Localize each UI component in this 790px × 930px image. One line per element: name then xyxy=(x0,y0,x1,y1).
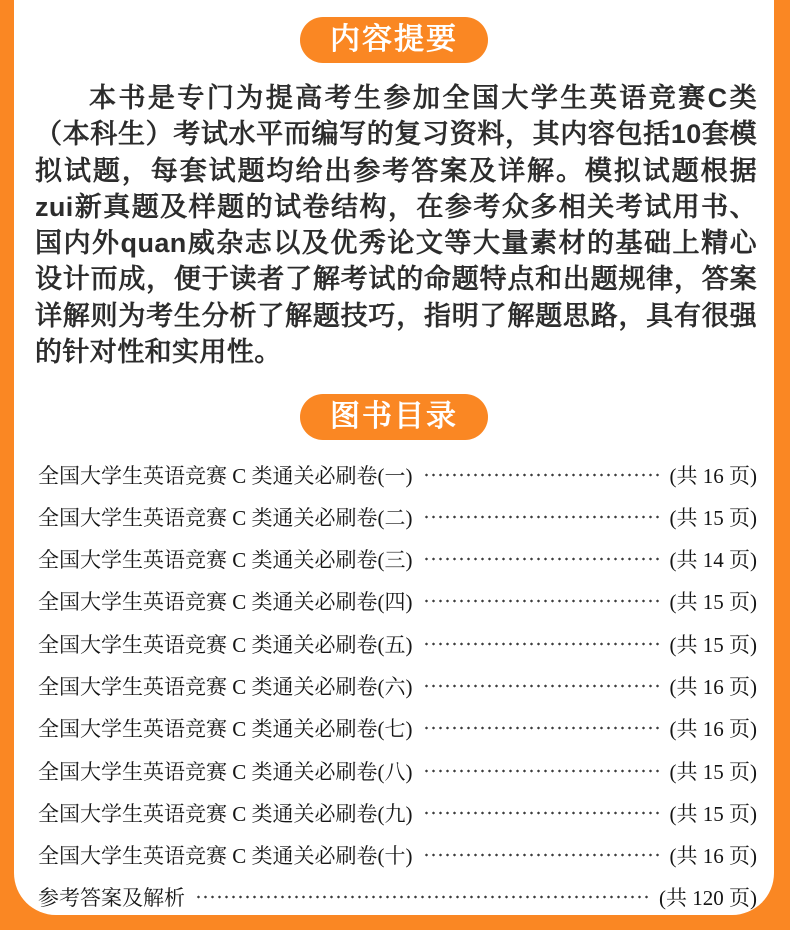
toc-entry-title: 全国大学生英语竞赛 C 类通关必刷卷(十) xyxy=(38,844,413,869)
toc-row xyxy=(38,834,757,876)
summary-section-badge: 内容提要 xyxy=(300,17,488,63)
toc-entry-title: 全国大学生英语竞赛 C 类通关必刷卷(八) xyxy=(38,759,413,784)
dot-leader xyxy=(423,515,661,519)
toc-row xyxy=(38,749,757,791)
dot-leader xyxy=(423,726,661,730)
toc-entry-title: 全国大学生英语竞赛 C 类通关必刷卷(五) xyxy=(38,632,413,657)
toc-entry-pages: (共 16 页) xyxy=(669,717,757,742)
toc-row xyxy=(38,876,757,915)
dot-leader xyxy=(423,684,661,688)
dot-leader xyxy=(195,895,650,899)
dot-leader xyxy=(423,642,661,646)
toc-entry-pages: (共 15 页) xyxy=(669,632,757,657)
toc-entry-title: 全国大学生英语竞赛 C 类通关必刷卷(六) xyxy=(38,675,413,699)
toc-entry-title: 全国大学生英语竞赛 C 类通关必刷卷(三) xyxy=(38,548,413,573)
toc-row xyxy=(38,792,757,834)
catalog-section-badge: 图书目录 xyxy=(300,394,488,440)
dot-leader xyxy=(423,473,661,477)
toc-row xyxy=(38,665,757,707)
dot-leader xyxy=(423,557,661,561)
toc-entry-pages: (共 15 页) xyxy=(669,759,757,784)
toc-entry-pages: (共 16 页) xyxy=(669,844,757,869)
toc-entry-title: 全国大学生英语竞赛 C 类通关必刷卷(一) xyxy=(38,463,413,488)
toc-entry-title: 全国大学生英语竞赛 C 类通关必刷卷(九) xyxy=(38,801,413,826)
toc-entry-title: 全国大学生英语竞赛 C 类通关必刷卷(二) xyxy=(38,505,413,530)
toc-entry-title: 参考答案及解析 xyxy=(38,886,185,911)
toc-row xyxy=(38,453,757,495)
toc-entry-title: 全国大学生英语竞赛 C 类通关必刷卷(七) xyxy=(38,717,413,742)
content-card xyxy=(14,0,774,915)
toc-entry-pages: (共 16 页) xyxy=(669,463,757,488)
dot-leader xyxy=(423,811,661,815)
toc-row xyxy=(38,580,757,622)
toc-entry-title: 全国大学生英语竞赛 C 类通关必刷卷(四) xyxy=(38,590,413,615)
toc-row xyxy=(38,707,757,749)
toc-entry-pages: (共 15 页) xyxy=(669,590,757,615)
toc-entry-pages: (共 15 页) xyxy=(669,505,757,530)
toc-list xyxy=(38,453,757,915)
toc-row xyxy=(38,538,757,580)
dot-leader xyxy=(423,769,661,773)
toc-entry-pages: (共 120 页) xyxy=(659,886,757,911)
summary-paragraph: 本书是专门为提高考生参加全国大学生英语竞赛C类（本科生）考试水平而编写的复习资料，其内容包括10套模拟试题，每套试题均给出参考答案及详解。模拟试题根据zui新真题及样题的试卷结构，在参考众多相关考试用书、国内外quan威杂志以及优秀论文等大量素材的基础上精心设计而成，便于读者了解考试的命题特点和出题规律，答案详解则为考生分析了解题技巧，指明了解题思路，具有很强的针对性和实用性。 xyxy=(35,83,757,368)
toc-entry-pages: (共 14 页) xyxy=(669,548,757,573)
toc-row xyxy=(38,623,757,665)
toc-entry-pages: (共 15 页) xyxy=(669,801,757,826)
dot-leader xyxy=(423,853,661,857)
toc-row xyxy=(38,496,757,538)
toc-entry-pages: (共 16 页) xyxy=(669,675,757,699)
dot-leader xyxy=(423,599,661,603)
